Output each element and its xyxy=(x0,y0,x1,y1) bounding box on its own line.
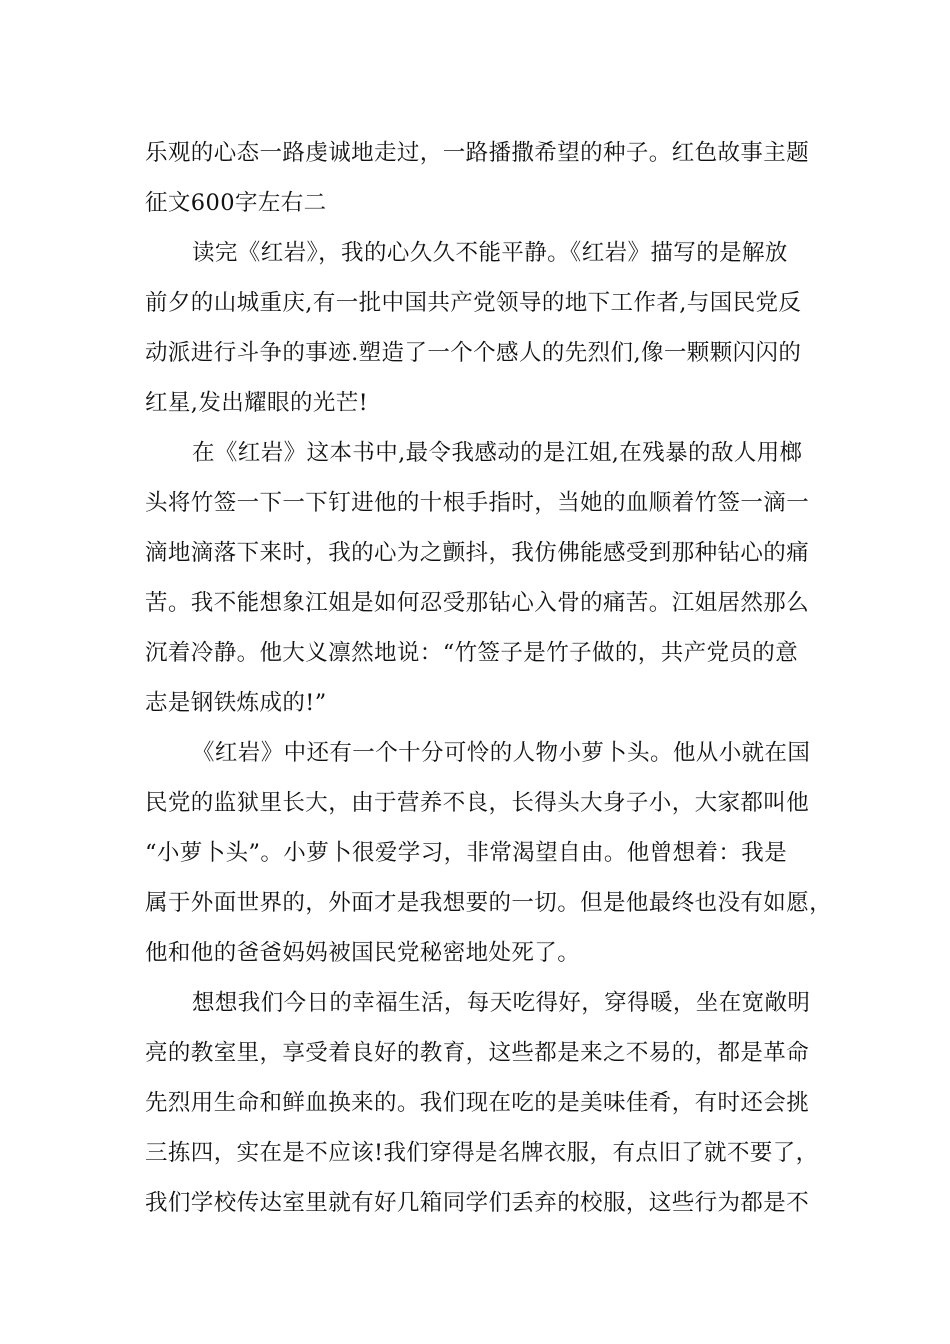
text-line: 三拣四，实在是不应该!我们穿得是名牌衣服，有点旧了就不要了， xyxy=(145,1140,819,1166)
text-line: 前夕的山城重庆,有一批中国共产党领导的地下工作者,与国民党反 xyxy=(145,290,802,316)
text-line: 我们学校传达室里就有好几箱同学们丢弃的校服，这些行为都是不 xyxy=(145,1190,810,1216)
text-line: 读完《红岩》，我的心久久不能平静。《红岩》描写的是解放 xyxy=(192,240,788,266)
text-line: 民党的监狱里长大，由于营养不良，长得头大身子小，大家都叫他 xyxy=(145,790,810,816)
text-line: 征文600字左右二 xyxy=(145,190,327,216)
paragraph-reading-hongyan xyxy=(145,228,825,428)
text-line: 乐观的心态一路虔诚地走过，一路播撒希望的种子。红色故事主题 xyxy=(145,140,810,166)
paragraph-sister-jiang xyxy=(145,428,825,728)
text-line: 在《红岩》这本书中,最令我感动的是江姐,在残暴的敌人用榔 xyxy=(192,440,803,466)
text-line: 滴地滴落下来时，我的心为之颤抖，我仿佛能感受到那种钻心的痛 xyxy=(145,540,810,566)
text-line: 亮的教室里，享受着良好的教育，这些都是来之不易的，都是革命 xyxy=(145,1040,810,1066)
text-line: 头将竹签一下一下钉进他的十根手指时，当她的血顺着竹签一滴一 xyxy=(145,490,810,516)
text-line: 沉着冷静。他大义凛然地说：“竹签子是竹子做的，共产党员的意 xyxy=(145,640,799,666)
text-line: 想想我们今日的幸福生活，每天吃得好，穿得暖，坐在宽敞明 xyxy=(192,990,811,1016)
text-line: 志是钢铁炼成的!” xyxy=(145,690,327,716)
paragraph-happy-life-today xyxy=(145,978,825,1228)
paragraph-little-radish-head xyxy=(145,728,833,978)
text-line: 他和他的爸爸妈妈被国民党秘密地处死了。 xyxy=(145,940,581,966)
text-line: 动派进行斗争的事迹.塑造了一个个感人的先烈们,像一颗颗闪闪的 xyxy=(145,340,802,366)
text-line: “小萝卜头”。小萝卜很爱学习，非常渴望自由。他曾想着：我是 xyxy=(145,840,788,866)
paragraph-intro-continuation xyxy=(145,128,825,228)
text-line: 苦。我不能想象江姐是如何忍受那钻心入骨的痛苦。江姐居然那么 xyxy=(145,590,810,616)
document-body xyxy=(145,128,833,1228)
text-line: 属于外面世界的，外面才是我想要的一切。但是他最终也没有如愿， xyxy=(145,890,833,916)
text-line: 红星,发出耀眼的光芒! xyxy=(145,390,369,416)
text-line: 先烈用生命和鲜血换来的。我们现在吃的是美味佳肴，有时还会挑 xyxy=(145,1090,810,1116)
text-line: 《红岩》中还有一个十分可怜的人物小萝卜头。他从小就在国 xyxy=(192,740,811,766)
